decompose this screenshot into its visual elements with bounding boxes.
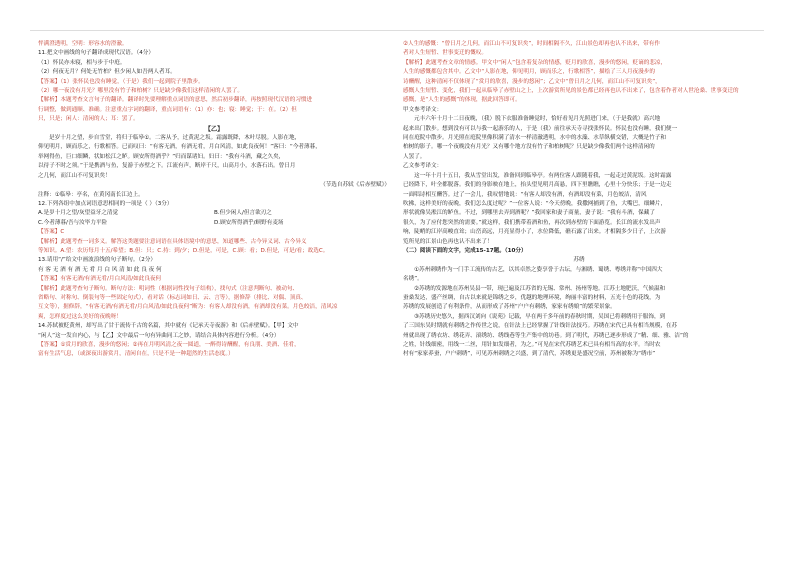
options-row — [38, 209, 390, 218]
analysis-14-line: 诗酬醒，这种清闲不仅体现了“赏月的欣喜，漫步的悠闲”；乙文中“曾日月之几何，而江山不可复识矣”， — [403, 78, 661, 85]
article-line: 村有“家家养蚕，户户刺绣”，可见苏州刺绣之兴盛，到了清代，苏绣更是盛况空前，苏州被称为“绣市” — [403, 351, 656, 358]
left-column — [38, 40, 390, 360]
answer-14-line: 【答案】①赏月的欣喜，漫步的悠闲；②再在月明风清之夜一圆道，一醉得诗酬醒，有良朋、美酒、佳肴， — [38, 342, 300, 348]
answer-11-2: （2）哪一夜没有月光？哪里没有竹子和柏树？只是缺少像我们这样清闲的人罢了。 — [38, 88, 243, 95]
analysis-14-line: 【解析】此题考查文章的情感。甲文中“闲人”包含着复杂的情感，贬月的欣喜，漫步的悠闲，贬谪的悲凉， — [403, 59, 667, 66]
answer-11-1: 【答案】（1）张怀民也没有睡觉，（于是）我们一起到院子里散步。 — [38, 78, 204, 85]
question-11: 11.把文中画线的句子翻译成现代汉语。（4分） — [38, 50, 154, 57]
analysis-11-line: 【解析】本题考查文言句子的翻译。翻译时先要理解重点词语的意思，然后初步翻译，再按照现代汉语的习惯进 — [38, 97, 313, 104]
question-11-1: （1）怀民亦未寝，相与步于中庭。 — [38, 59, 126, 66]
translation-line: 已经降下，叶全都脱落。我们的身影映在地上，抬头望见明月高悬，四下里瞧瞧，心里十分快乐；于是一边走 — [403, 182, 672, 189]
translation-line: 起来出门散步。想到没有可以与我一起游乐的人，于是（我）前往承天寺寻找张怀民。怀民也没有睡，我们便一 — [403, 125, 678, 132]
text-line: 怦满澄透明，空明：形容水的澄澈。 — [38, 41, 128, 47]
option-b: B.但少闲人/但言欲刃之 — [214, 210, 272, 217]
question-13-text: 有 客 无 酒 有 酒 无 肴 月 白 风 清 如 此 良 夜 何 — [38, 266, 162, 273]
question-14: 14.苏轼被贬黄州，却写出了甘于流传千古的名篇，其中就有《记承天寺夜游》和《后赤壁赋》。【甲】文中 — [38, 323, 299, 330]
analysis-14-line: 感慨，是“人生的感慨”的体现，据此回答即可。 — [403, 97, 521, 104]
option-a: A.是岁十月之望/灰望益牙之清觉 — [38, 210, 119, 217]
translation-line: 吹拂，这样美好的夜晚，我们怎么度过呢？”一位客人说：“今天傍晚，我撒网捕到了鱼，大嘴巴，细鳞片， — [403, 200, 667, 207]
section-2-heading: （二）阅读下面的文字，完成15-17题。（10分） — [403, 247, 527, 254]
article-line: 名绣”。 — [403, 276, 423, 283]
article-line: 苏绣的发展创造了有利条件，从而形成了苏州“户户有刺绣，家家有绣娘”的繁荣景象。 — [403, 304, 616, 311]
translation-line: 柏树的影子。哪一个夜晚没有月光？又有哪个地方没有竹子和柏树呢？只是缺少像我们两个这样清闲的 — [403, 144, 655, 151]
translation-line: 一面唱诗相互酬答。过了一会儿，我叹惜地说：“有客人却没有酒，有酒却没有菜，月色皎洁，清风 — [403, 191, 647, 198]
option-c: C.今者薄暮/吾与汝毕力平险 — [38, 219, 108, 226]
analysis-13-line: 【解析】此题考查句子断句。断句方法：明词性（根据词性找句子结构），找句式（注意判断句、被动句、 — [38, 285, 299, 292]
option-d: D.顾安所得酒乎/顾野有麦场 — [214, 219, 284, 226]
article-line: ①苏州刺绣作为一门手工流传的古艺，以其卓然之姿享誉于古坛，与湘绣、蜀绣、粤绣并称“中国四大 — [414, 266, 663, 273]
translation-line: 元丰六年十月十二日夜晚，（我）脱下衣服准备睡觉时，恰好看见月光照进门来，（于是我就）高兴地 — [414, 116, 661, 123]
annotation-note: 注释：①临皋：亭名，在黄冈南长江边上。 — [38, 191, 144, 198]
answer-14-cont: 者对人生短暂、世事变迁的慨叹。 — [403, 50, 487, 57]
passage-line: 之几何，而江山不可复识矣！ — [38, 172, 111, 179]
question-14-line: “闲人”这一发自内心，与【乙】文中最后一句有异曲同工之妙，请结合具体内容进行分析。（4分） — [38, 332, 280, 339]
article-title: 苏绣 — [573, 257, 585, 264]
analysis-12-line: 等知识。A.望：农历每月十五/希望；B.但：只；C.持：到/夕；D.但是，可是，C.顾：看；D.但是，可是/看；故选C。 — [38, 247, 329, 254]
article-line: 了三国东吴时期就有刺绣之作传世之说，在针法上已经掌握了针线针法技巧。苏绣在宋代已具有相当规模，在苏 — [403, 323, 678, 330]
translation-line: 人罢了。 — [403, 153, 426, 160]
article-line: ③苏绣历史悠久，据西汉刘向《说苑》记载，早在两千多年前的春秋时期，吴国已将刺绣用于服饰，到 — [414, 313, 666, 320]
translation-line: 览所见的江景山色再也认不出来了！ — [403, 238, 493, 245]
translation-line: 很久，为了应付您突然的需要。”就这样，我们携带着酒和鱼，再次到赤壁的下面游览。长江的流水发出声 — [403, 219, 661, 226]
answer-14-cont: ②人生的感慨：“曾日月之几何，而江山不可复识矣”，时间相隔不久，江山景色却再也认不出来，带有作 — [403, 41, 660, 47]
right-column — [403, 40, 755, 360]
translation-line: 响，陡峭的江岸高峻直耸；山峦高远，月亮显得小了，水位降低，礁石露了出来。才相隔多少日子，上次游 — [403, 229, 666, 236]
article-line: 之姓，针线细密，用线一二丝，用针如发细者，为之。”可见在宋代苏绣艺术已具有相当高的水平。当时农 — [403, 342, 661, 348]
analysis-13-line: 互文等），据修辞，“有客无酒/有酒无肴/月白风清/如此良夜何”断为：有客人却没有酒，有酒却没有菜。月色皎洁，清风凉 — [38, 304, 338, 311]
translation-heading-jia: 甲文参考译文： — [403, 106, 443, 113]
analysis-13-line: 省略句、对称句、倒装句等一些固定句式），看对话（标志词如日、云、言等），据修辞（排比、对偶、顶真、 — [38, 294, 307, 301]
answer-14-line: 富有生活气息，（或深夜出游赏月，清闲自在，只是不是一种超然的生活态度。） — [38, 351, 234, 358]
question-11-2: （2）何夜无月？何处无竹柏？但少闲人如吾两人者耳。 — [38, 69, 176, 76]
passage-line: 仰见明月，顾而乐之，行歌相答。已而叹曰：“有客无酒，有酒无肴，月白风清，如此良夜何！”客曰：“今者薄暮， — [38, 144, 321, 151]
article-line: 州就出现了绣衣坊、绣花弄、滚绣坊、绣线巷等生产集中的坊巷。到了明代，苏绣已逐步形成了“精、细、雅、洁”的 — [403, 332, 689, 339]
analysis-11-line: 行调整，做到通顺、准确。注意重点字词的翻译，重点词语有：（1）亦：也；寝：睡觉；于：在。（2）但 — [38, 106, 297, 113]
answer-13: 【答案】有客无酒/有酒无肴/月白风清/如此良夜何 — [38, 276, 162, 283]
analysis-14-line: 感慨人生短暂、变化，我们一起从临皋了赤壁山之上，上次游赏所见的景色都已经再也认不出来了，包含着作者对人世沧桑、世事变迁的 — [403, 88, 739, 95]
article-line: 蚕桑发达，盛产丝绸，自古以来就是锦绣之乡，优越的地理环境，绚丽丰富的材料，五光十色的花线，为 — [403, 294, 661, 301]
page-divider — [30, 30, 764, 31]
section-title-yi: 【乙】 — [204, 125, 224, 133]
translation-line: 形状就像吴淞江的鲈鱼。不过，到哪里去弄到酒呢？”我回家和妻子商量，妻子说：“我有斗酒，保藏了 — [403, 210, 655, 217]
passage-line: 是岁十月之望，步自雪堂，将归于临皋①。二客从予，过黄泥之坂。霜露既降，木叶尽脱。人影在地， — [49, 135, 301, 142]
passage-source: （节选自苏轼《后赤壁赋》） — [320, 182, 390, 189]
analysis-11-line: 只，只是；闲人：清闲的人；耳：罢了。 — [38, 116, 139, 123]
question-12: 12.下列各组中加点词语意思相同的一项是（ ）（3分） — [38, 200, 173, 207]
analysis-12-line: 【解析】此题考查一词多义。解答这类题要注意词语在具体语境中的意思，知道哪些、古今异义词、古今异义 — [38, 238, 307, 245]
passage-line: 举网得鱼，巨口细鳞，状如松江之鲈。顾安所得酒乎？”归而谋诸妇。妇曰：“我有斗酒，藏之久矣， — [38, 153, 285, 160]
analysis-13-line: 爽，怎样度过这么美好的夜晚呀！ — [38, 313, 122, 320]
article-line: ②苏绣的发源地在苏州吴县一带，现已遍及江苏省的无锡、常州、扬州等地。江苏土地肥沃，气候温和 — [414, 285, 666, 292]
passage-line: 以待子不时之须。”于是携酒与鱼，复游于赤壁之下。江流有声，断岸千尺，山高月小，水落石出。曾日月 — [38, 163, 296, 170]
question-13: 13.请用“/”给文中画波浪线的句子断句。（2分） — [38, 257, 157, 264]
translation-line: 同在庭院中散步。月光照在庭院里像积满了清水一样清澈透明，水中的水藻、水草纵横交错，大概是竹子和 — [403, 135, 666, 142]
analysis-14-line: 人生的感慨都包含其中。乙文中“人影在地，仰见明月，顾而乐之，行歌相答”，描绘了三人月夜漫步的 — [403, 69, 655, 76]
translation-heading-yi: 乙文参考译文： — [403, 163, 443, 170]
options-row — [38, 219, 390, 228]
answer-12: 【答案】C — [38, 229, 65, 236]
translation-line: 这一年十月十五日，我从雪堂出发，准备回到临皋亭。有两位客人跟随着我，一起走过黄泥坂。这时霜露 — [414, 172, 672, 179]
